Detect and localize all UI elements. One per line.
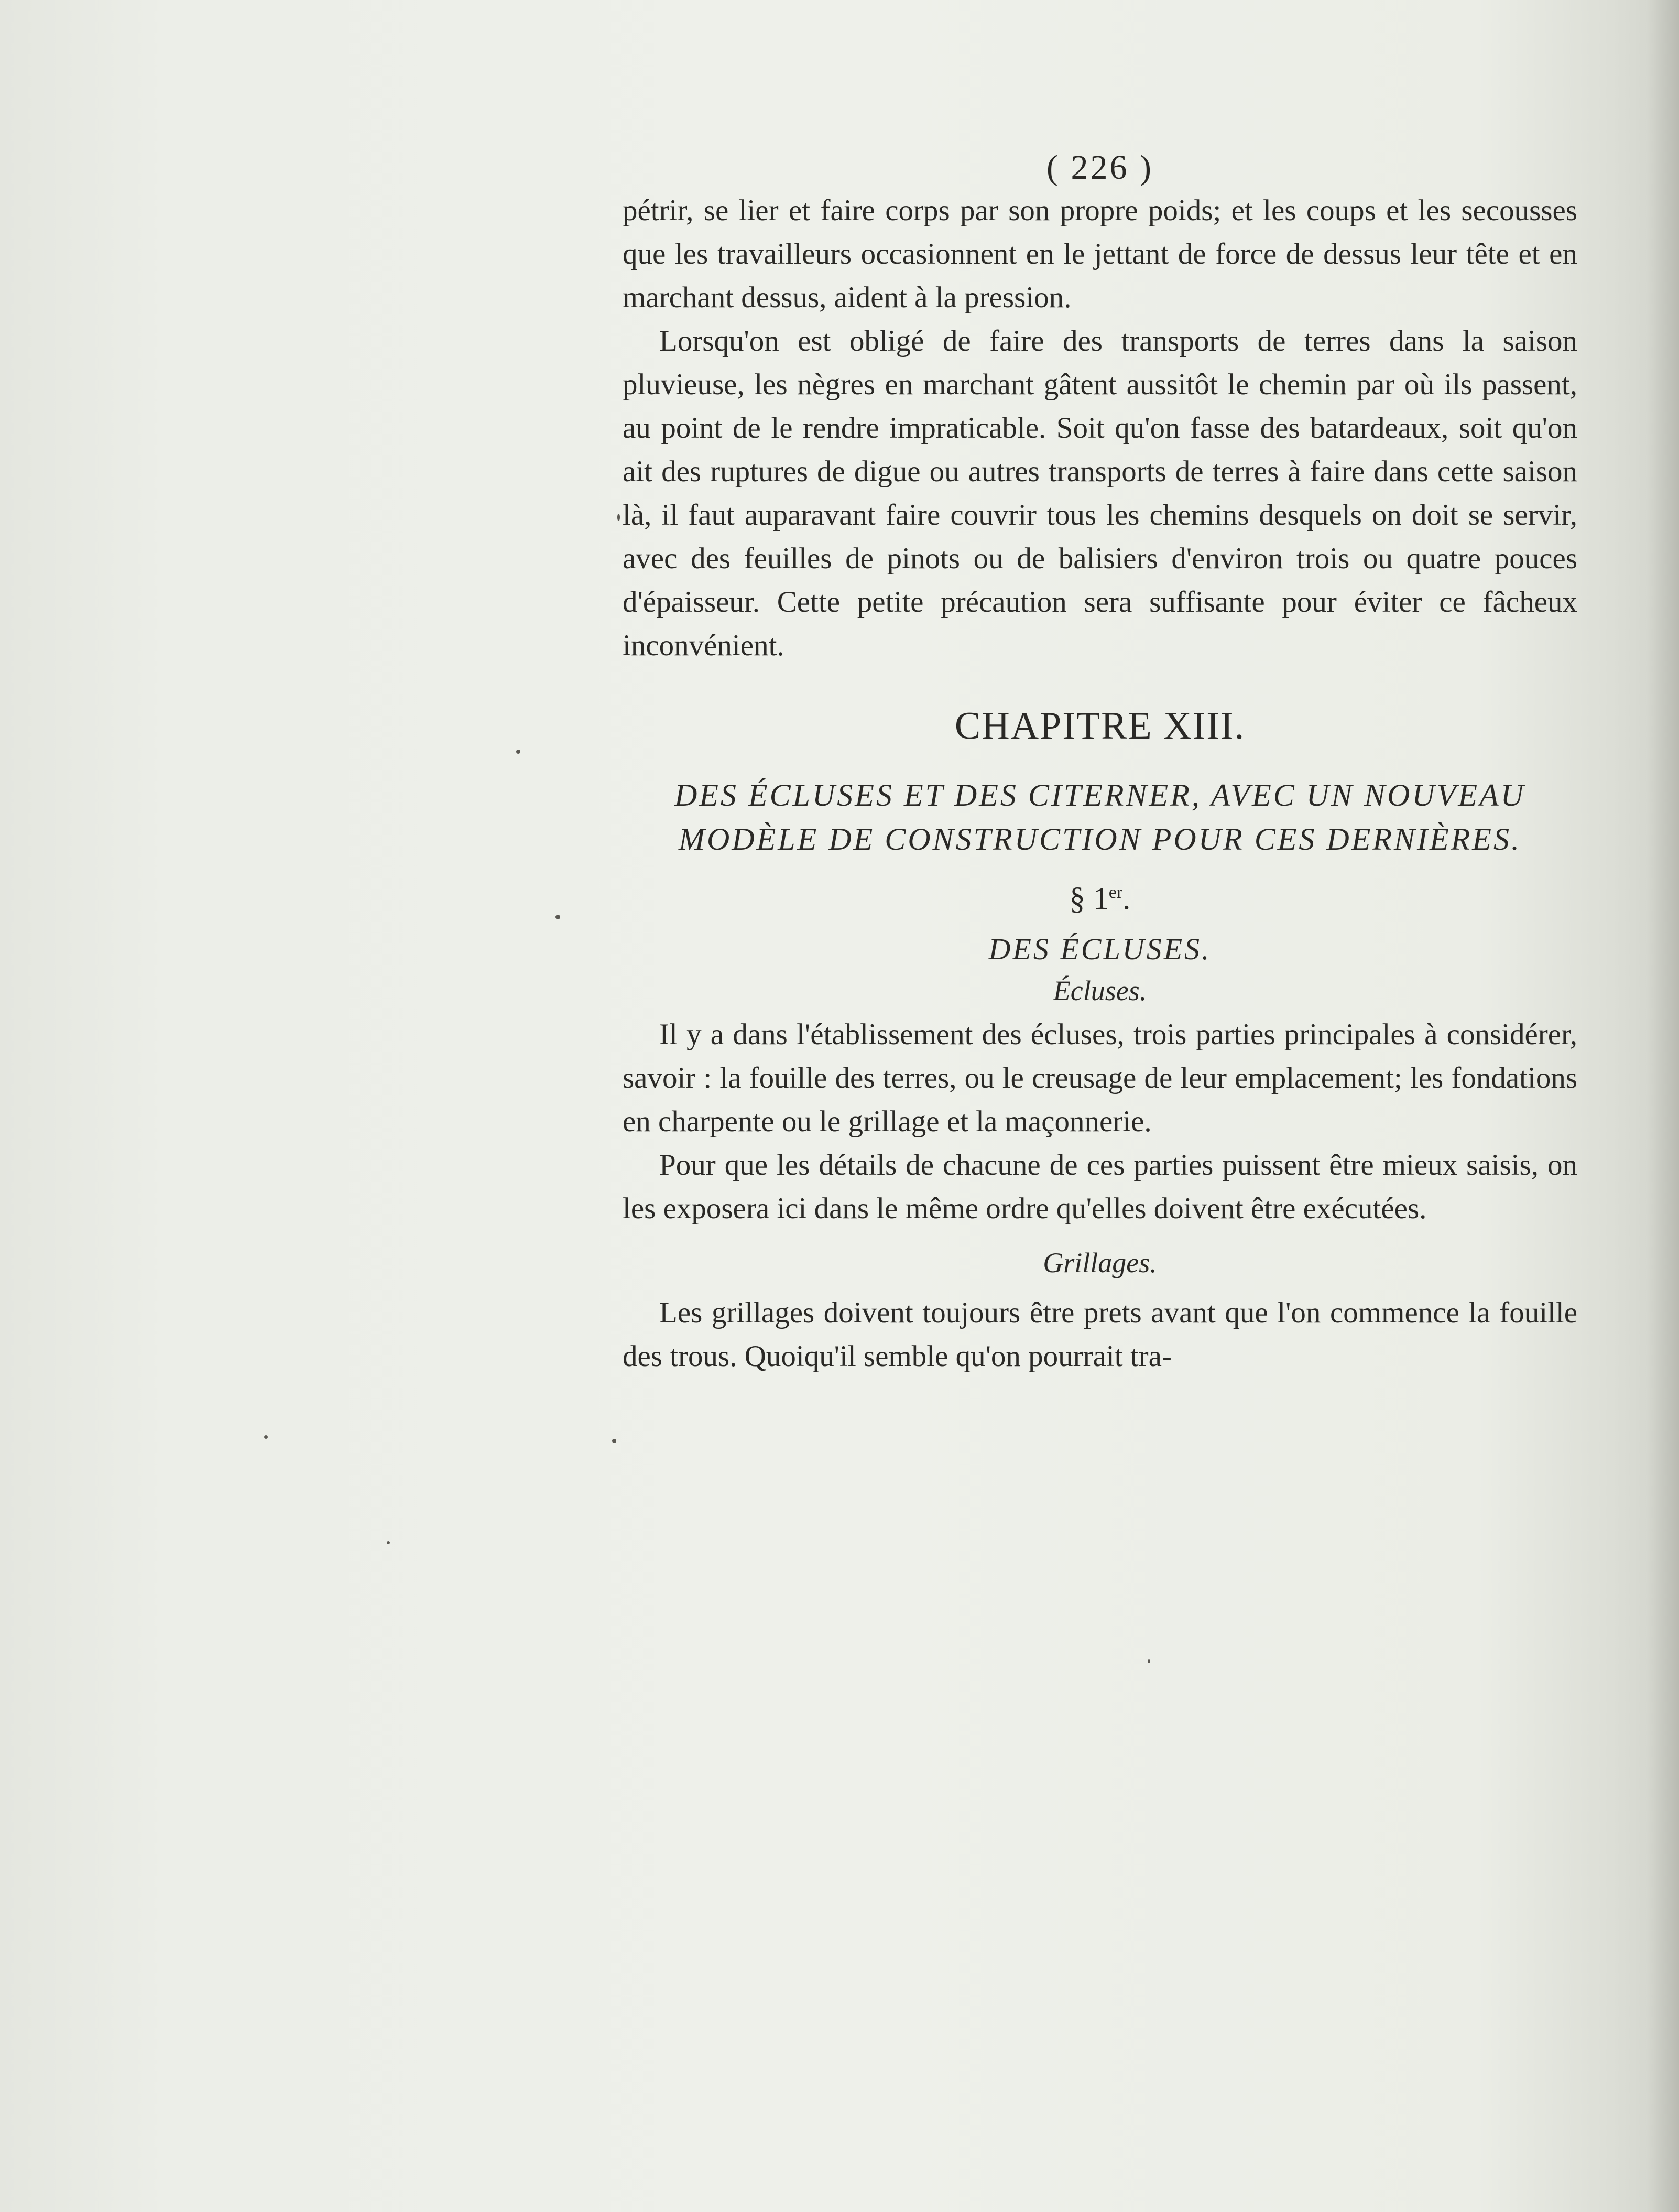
paragraph-transports: Lorsqu'on est obligé de faire des transports de terres dans la saison pluvieuse, les nègres en marchant gâtent aussitôt le chemin par où ils passent, au point de le rendre impraticable. Soit qu'on fasse des batardeaux, soit qu'on ait des ruptures de digue ou autres transports de terres à faire dans cette saison là, il faut auparavant faire couvrir tous les chemins desquels on doit se servir, avec des feuilles de pinots ou de balisiers d'environ trois ou quatre pouces d'épaisseur. Cette petite précaution sera suffisante pour éviter ce fâcheux inconvénient. xyxy=(623,324,1577,662)
section-title: DES ÉCLUSES. xyxy=(988,932,1212,966)
paper-speck xyxy=(612,1439,616,1443)
paper-speck xyxy=(617,514,620,521)
paragraph-grillages: Les grillages doivent toujours être prets avant que l'on commence la fouille des trous. Quoiqu'il semble qu'on pourrait tra- xyxy=(623,1296,1577,1373)
text-block xyxy=(623,147,1577,1378)
section-mark-text: § 1 xyxy=(1069,881,1109,916)
paper-speck xyxy=(516,750,520,754)
section-mark xyxy=(623,869,1577,923)
subheading-ecluses: Écluses. xyxy=(1053,975,1147,1006)
paragraph-parties: Il y a dans l'établissement des écluses, trois parties principales à considérer, savoir : la fouille des terres, ou le creusage de leur emplacement; les fondations en charpente ou le grillage et la maçonnerie. xyxy=(623,1018,1577,1138)
paper-speck xyxy=(555,915,560,919)
chapter-subtitle-line1: DES ÉCLUSES ET DES CITERNER, AVEC UN NOUVEAU xyxy=(674,778,1526,812)
paper-speck xyxy=(264,1435,268,1439)
section-mark-period: . xyxy=(1122,881,1131,916)
section-mark-superscript: er xyxy=(1108,883,1123,902)
page-edge-shadow xyxy=(1648,0,1679,2212)
subheading-grillages: Grillages. xyxy=(1043,1247,1157,1278)
page-number: ( 226 ) xyxy=(1046,148,1153,187)
paper-speck xyxy=(387,1541,390,1544)
chapter-title: CHAPITRE XIII. xyxy=(954,704,1246,747)
paper-speck xyxy=(1148,1659,1150,1663)
chapter-subtitle-line2: MODÈLE DE CONSTRUCTION POUR CES DERNIÈRES. xyxy=(679,822,1521,856)
paragraph-continuation: pétrir, se lier et faire corps par son propre poids; et les coups et les secousses que les travailleurs occasionnent en le jettant de force de dessus leur tête et en marchant dessus, aident à la pression. xyxy=(623,194,1577,314)
paragraph-details: Pour que les détails de chacune de ces parties puissent être mieux saisis, on les exposera ici dans le même ordre qu'elles doivent être exécutées. xyxy=(623,1148,1577,1225)
